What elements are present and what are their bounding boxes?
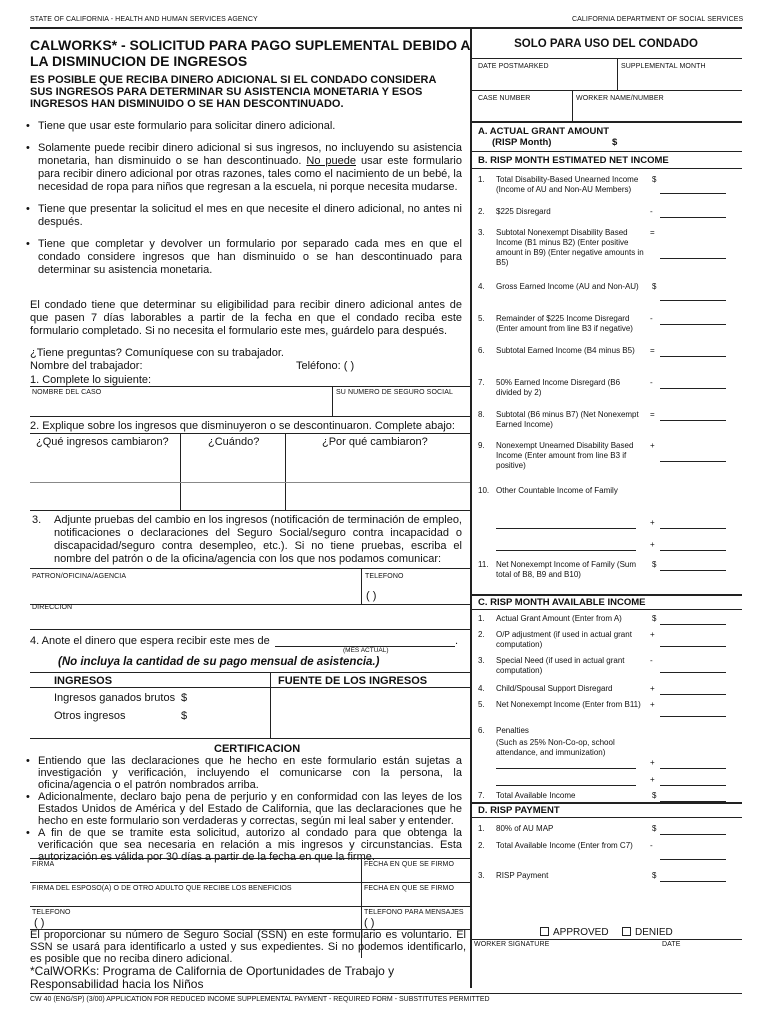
county-rule [470,121,742,123]
row-operator: - [650,378,653,387]
section-c-title: C. RISP MONTH AVAILABLE INCOME [478,597,646,608]
amount-field[interactable] [660,193,726,194]
section-b-title: B. RISP MONTH ESTIMATED NET INCOME [478,155,669,166]
step1-label: 1. Complete lo siguiente: [30,374,152,386]
county-use-title: SOLO PARA USO DEL CONDADO [514,38,698,50]
row-number: 7. [478,791,485,800]
income-source-header: FUENTE DE LOS INGRESOS [278,675,428,687]
certification-item: • Adicionalmente, declaro bajo pena de perjurio y en conformidad con las leyes de los Estados Unidos de América y del Estado de California, que las declaraciones que he hecho en este formulario son verdaderas y correctas, según mi leal saber y entender. [22,791,462,827]
amount-field[interactable] [660,672,726,673]
row-number: 2. [478,630,485,639]
county-divider [572,90,573,121]
row-operator: + [650,630,655,639]
income-header-rule [30,687,470,688]
row-number: 1. [478,614,485,623]
worker-signature-label: WORKER SIGNATURE [474,941,550,948]
form-title-line2: LA DISMINUCION DE INGRESOS [30,53,248,69]
income-table-divider [270,672,271,738]
date-postmarked-field[interactable] [474,72,614,88]
amount-field[interactable] [660,624,726,625]
spouse-sign-date-field[interactable] [364,893,466,905]
signature-rule [30,858,470,859]
step2-midline [30,482,470,483]
section-d-title: D. RISP PAYMENT [478,805,560,816]
row-label: Child/Spousal Support Disregard [496,684,613,693]
other-dollar: $ [181,710,188,722]
other-income-field[interactable] [192,708,268,722]
header-rule [30,27,742,29]
amount-field[interactable] [660,834,726,835]
row-operator: = [650,228,655,237]
step2-rule [30,433,470,434]
certification-list [22,755,462,863]
amount-field[interactable] [660,300,726,301]
ssn-notice: El proporcionar su número de Seguro Social (SSN) en este formulario es voluntario. El SSN se usará para identificarlo a usted y sus expedientes. Si no podemos identificarlo, es posible que no reciba dinero adicional. [30,929,466,965]
row-operator: - [650,841,653,850]
row-number: 8. [478,410,485,419]
supplemental-month-field[interactable] [621,72,739,88]
step2-divider [285,433,286,510]
message-phone-paren: ( ) [364,917,375,929]
row-operator: $ [652,871,657,880]
step2-bottom-rule [30,510,470,511]
approved-checkbox[interactable]: APPROVED [540,927,609,938]
row-label: Net Nonexempt Income of Family (Sum total of B8, B9 and B10) [496,560,637,579]
blank-entry-line[interactable] [496,528,636,529]
employer-label: PATRON/OFICINA/AGENCIA [32,573,127,580]
questions-line: ¿Tiene preguntas? Comuníquese con su trabajador. [30,347,284,359]
why-changed-field[interactable] [288,450,466,508]
section-a-dollar: $ [612,137,618,148]
agency-header: STATE OF CALIFORNIA - HEALTH AND HUMAN SERVICES AGENCY [30,16,258,23]
gross-earned-income-label: Ingresos ganados brutos [54,692,176,704]
current-month-caption: (MES ACTUAL) [343,647,389,654]
denied-box[interactable] [622,927,631,936]
row-label: Special Need (if used in actual grant computation) [496,656,625,675]
row-number: 3. [478,871,485,880]
row-number: 3. [478,656,485,665]
row-label: Subtotal Nonexempt Disability Based Income (B1 minus B2) (Enter positive amount in B9) (Enter negative amounts in B5) [496,228,644,267]
amount-field[interactable] [660,461,726,462]
department-header: CALIFORNIA DEPARTMENT OF SOCIAL SERVICES [572,16,744,23]
instruction-list [22,120,462,277]
step2-label: 2. Explique sobre los ingresos que disminuyeron o se descontinuaron. Complete abajo: [30,420,455,432]
message-phone-field[interactable] [420,916,466,928]
worker-date-label: DATE [662,941,681,948]
county-divider [617,58,618,90]
row-operator: = [650,410,655,419]
blank-entry-line[interactable] [496,768,636,769]
signature-rule [30,882,470,883]
amount-field[interactable] [660,716,726,717]
row-label: (Such as 25% Non-Co-op, school attendance, and immunization) [496,738,615,757]
row-operator: = [650,346,655,355]
row-number: 10. [478,486,490,495]
row-label: Actual Grant Amount (Enter from A) [496,614,622,623]
worker-date-field[interactable] [662,950,738,984]
amount-field[interactable] [660,859,726,860]
income-table-top [30,672,470,673]
section-d-rows [470,817,742,897]
step3-rule [30,568,470,569]
address-field[interactable] [32,612,466,628]
supplemental-month-label: SUPPLEMENTAL MONTH [621,63,706,70]
row-operator: + [650,758,655,767]
phone-field[interactable] [90,916,358,928]
ssn-field[interactable] [336,398,466,415]
amount-field[interactable] [660,550,726,551]
amount-field[interactable] [660,570,726,571]
step3-number: 3. [32,514,42,526]
row-label: RISP Payment [496,871,549,880]
amount-field[interactable] [660,420,726,421]
row-number: 1. [478,175,485,184]
step4-period: . [455,635,459,647]
row-number: 11. [478,560,489,569]
amount-field[interactable] [660,768,726,769]
row-operator: - [650,314,653,323]
worker-phone-label: Teléfono: ( ) [296,360,355,372]
certification-title: CERTIFICACION [214,743,301,755]
row-label: Total Disability-Based Unearned Income (Income of AU and Non-AU Members) [496,175,639,194]
case-name-field[interactable] [32,398,328,415]
row-label: Gross Earned Income (AU and Non-AU) [496,282,639,291]
section-a-title: A. ACTUAL GRANT AMOUNT [478,126,610,137]
footer-rule [30,993,742,994]
row-operator: $ [652,175,657,184]
row-number: 3. [478,228,485,237]
amount-field[interactable] [660,258,726,259]
address-label: DIRECCION [32,604,73,611]
instruction-item: • Tiene que usar este formulario para solicitar dinero adicional. [22,120,462,133]
amount-field[interactable] [660,646,726,647]
step3-mid-rule [30,604,470,605]
row-operator: $ [652,824,657,833]
row-number: 7. [478,378,485,387]
case-name-label: NOMBRE DEL CASO [32,389,102,396]
gross-dollar: $ [181,692,188,704]
section-c-rows [470,609,742,801]
row-operator: + [650,518,655,527]
row-operator: - [650,207,653,216]
form-footer: CW 40 (ENG/SP) (3/00) APPLICATION FOR REDUCED INCOME SUPPLEMENTAL PAYMENT - REQUIRED FORM - SUBSTITUTES PERMITTED [30,996,490,1003]
county-paragraph: El condado tiene que determinar su eligibilidad para recibir dinero adicional antes de que pasen 7 días laborables a partir de la fecha en que el condado reciba este formulario completado. Si no necesita el formulario este mes, guárdelo para después. [30,299,462,337]
step3-divider [361,568,362,604]
row-label: Penalties [496,726,529,735]
row-number: 6. [478,346,485,355]
spouse-signature-field[interactable] [32,893,358,905]
other-income-label: Otros ingresos [54,710,126,722]
certification-item: • A fin de que se tramite esta solicitud, autorizo al condado para que obtenga la verificación que sea necesaria en relación a mis ingresos y circunstancias. Esta autorización es válida por 30 días a partir de la fecha en que la firme. [22,827,462,863]
row-operator: + [650,775,655,784]
amount-field[interactable] [660,785,726,786]
row-label: 50% Earned Income Disregard (B6 divided by 2) [496,378,621,397]
actual-grant-amount-field[interactable] [622,135,738,148]
row-number: 1. [478,824,485,833]
row-operator: + [650,441,655,450]
row-label: Subtotal (B6 minus B7) (Net Nonexempt Earned Income) [496,410,639,429]
phone-paren: ( ) [34,917,45,929]
when-field[interactable] [183,450,283,508]
county-rule [470,90,742,91]
signature-label: FIRMA [32,861,55,868]
step2-q-when: ¿Cuándo? [208,436,260,448]
case-number-label: CASE NUMBER [478,95,531,102]
step1-bottom-rule [30,416,470,417]
spouse-sign-date-label: FECHA EN QUE SE FIRMO [364,885,454,892]
what-changed-field[interactable] [32,450,178,508]
amount-field[interactable] [660,356,726,357]
instruction-item: • Tiene que completar y devolver un formulario por separado cada mes en que el condado considere ingresos que han disminuido o se han descontinuado para determinar su asistencia monetaria. [22,238,462,277]
instruction-item: • Tiene que presentar la solicitud el mes en que necesite el dinero adicional, no antes ni después. [22,203,462,229]
row-number: 4. [478,282,485,291]
step2-q-what: ¿Qué ingresos cambiaron? [36,436,169,448]
row-operator: $ [652,282,657,291]
blank-entry-line[interactable] [496,550,636,551]
row-number: 5. [478,700,485,709]
row-operator: $ [652,614,657,623]
step1-divider [332,386,333,416]
gross-earned-income-field[interactable] [192,690,268,704]
other-income-source-field[interactable] [274,708,466,722]
row-label: Subtotal Earned Income (B4 minus B5) [496,346,635,355]
section-a-sub: (RISP Month) [492,137,552,148]
date-postmarked-label: DATE POSTMARKED [478,63,549,70]
step3-text: Adjunte pruebas del cambio en los ingresos (notificación de terminación de empleo, notificaciones o declaraciones del Seguro Social/seguro contra incapacidad o discapacidad/seguro contra desempleo, etc.). Si no tiene pruebas, escriba el nombre del patrón o de la oficina/agencia con los que nos podamos comunicar: [54,514,462,565]
row-number: 5. [478,314,485,323]
row-label: Total Available Income [496,791,576,800]
row-label: Nonexempt Unearned Disability Based Income (Enter amount from line B3 if positive) [496,441,634,470]
amount-field[interactable] [660,388,726,389]
message-phone-label: TELEFONO PARA MENSAJES [364,909,464,916]
gross-income-source-field[interactable] [274,690,466,704]
worker-signature-rule [470,939,742,940]
row-operator: $ [652,791,657,800]
form-subtitle: ES POSIBLE QUE RECIBA DINERO ADICIONAL SI EL CONDADO CONSIDERA SUS INGRESOS PARA DETERMINAR SU ASISTENCIA MONETARIA Y ESOS INGRESOS HAN DISMINUIDO O SE HAN DESCONTINUADO. [30,74,437,110]
income-table-bottom [30,738,470,739]
employer-field[interactable] [32,582,358,602]
amount-field[interactable] [660,324,726,325]
row-operator: + [650,684,655,693]
spouse-signature-label: FIRMA DEL ESPOSO(A) O DE OTRO ADULTO QUE RECIBE LOS BENEFICIOS [32,885,292,892]
step2-q-why: ¿Por qué cambiaron? [322,436,428,448]
case-number-field[interactable] [474,104,570,119]
sign-date-label: FECHA EN QUE SE FIRMO [364,861,454,868]
row-label: Total Available Income (Enter from C7) [496,841,633,850]
signature-field[interactable] [32,869,358,881]
ssn-label: SU NUMERO DE SEGURO SOCIAL [336,389,453,396]
row-number: 9. [478,441,485,450]
step2-divider [180,433,181,510]
amount-field[interactable] [660,881,726,882]
row-operator: + [650,700,655,709]
amount-field[interactable] [660,694,726,695]
county-rule [470,58,742,59]
row-operator: - [650,656,653,665]
row-label: 80% of AU MAP [496,824,554,833]
employer-phone-paren: ( ) [366,590,377,602]
row-number: 6. [478,726,485,735]
county-rule [470,594,742,596]
phone-label: TELEFONO [32,909,71,916]
amount-field[interactable] [660,528,726,529]
row-label: O/P adjustment (if used in actual grant computation) [496,630,632,649]
employer-phone-label: TELEFONO [365,573,404,580]
section-b-rows [470,168,742,590]
instruction-item: • Solamente puede recibir dinero adicional si sus ingresos, no incluyendo su asistencia monetaria, han disminuido o se han descontinuado. No puede usar este formulario para recibir dinero adicional por otras razones, tales como el nacimiento de un bebé, la necesidad de ropa para niños que regresan a la escuela, ni porque necesita mudarse. [22,142,462,194]
calworks-note: *CalWORKs: Programa de California de Oportunidades de Trabajo y Responsabilidad hacia los Niños [30,964,395,991]
step4-label: 4. Anote el dinero que espera recibir este mes de [30,635,270,647]
row-label: Net Nonexempt Income (Enter from B11) [496,700,641,709]
amount-field[interactable] [660,217,726,218]
worker-name-label: Nombre del trabajador: [30,360,143,372]
row-operator: $ [652,560,657,569]
income-header: INGRESOS [54,675,113,687]
county-rule [470,151,742,152]
row-number: 2. [478,841,485,850]
sign-date-field[interactable] [364,869,466,881]
step4-note: (No incluya la cantidad de su pago mensual de asistencia.) [58,656,380,668]
form-title-line1: CALWORKS* - SOLICITUD PARA PAGO SUPLEMENTAL DEBIDO A [30,37,471,53]
approved-box[interactable] [540,927,549,936]
current-month-field[interactable] [275,633,455,646]
worker-signature-field[interactable] [474,950,654,984]
row-number: 2. [478,207,485,216]
county-rule [470,802,742,804]
row-label: Remainder of $225 Income Disregard (Enter amount from line B3 if negative) [496,314,633,333]
worker-name-number-field[interactable] [576,104,739,119]
certification-item: • Entiendo que las declaraciones que he hecho en este formulario están sujetas a investigación y verificación, incluyendo el comunicarse con la persona, la oficina/agencia o el patrón nombrados arriba. [22,755,462,791]
denied-checkbox[interactable]: DENIED [622,927,673,938]
row-label: $225 Disregard [496,207,551,216]
blank-entry-line[interactable] [496,785,636,786]
step3-bottom-rule [30,629,470,630]
row-number: 4. [478,684,485,693]
step1-rule [30,386,470,387]
row-label: Other Countable Income of Family [496,486,618,495]
worker-name-number-label: WORKER NAME/NUMBER [576,95,664,102]
row-operator: + [650,540,655,549]
signature-rule [30,906,470,907]
